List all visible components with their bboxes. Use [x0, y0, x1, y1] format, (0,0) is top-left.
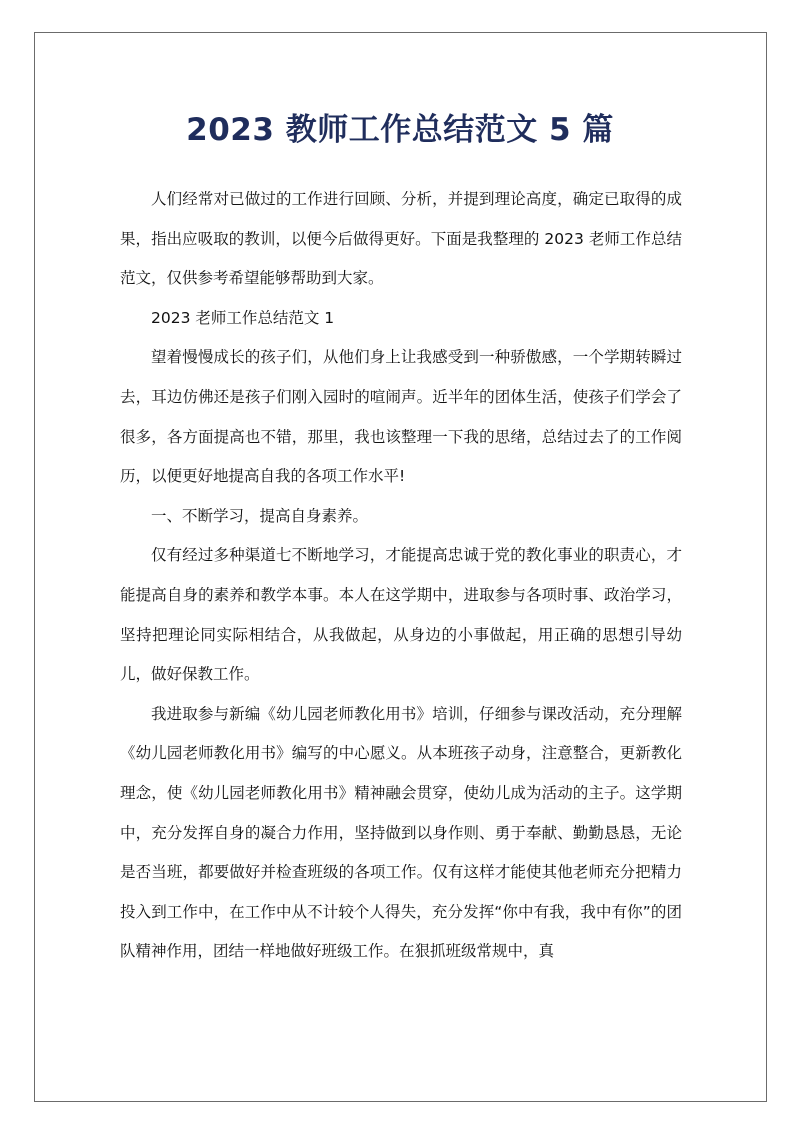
body-paragraph: 望着慢慢成长的孩子们，从他们身上让我感受到一种骄傲感，一个学期转瞬过去，耳边仿佛还是孩子们刚入园时的喧闹声。近半年的团体生活，使孩子们学会了很多，各方面提高也不错，那里，我也该整理一下我的思绪，总结过去了的工作阅历，以便更好地提高自我的各项工作水平! — [120, 348, 682, 486]
section-heading: 2023 老师工作总结范文 1 — [151, 308, 335, 327]
body-paragraph: 仅有经过多种渠道七不断地学习，才能提高忠诚于党的教化事业的职责心，才能提高自身的素养和教学本事。本人在这学期中，进取参与各项时事、政治学习，坚持把理论同实际相结合，从我做起，从身边的小事做起，用正确的思想引导幼儿，做好保教工作。 — [120, 546, 682, 684]
document-title: 2023 教师工作总结范文 5 篇 — [186, 112, 614, 148]
body-paragraph: 我进取参与新编《幼儿园老师教化用书》培训，仔细参与课改活动，充分理解《幼儿园老师教化用书》编写的中心愿义。从本班孩子动身，注意整合，更新教化理念，使《幼儿园老师教化用书》精神融会贯穿，使幼儿成为活动的主子。这学期中，充分发挥自身的凝合力作用，坚持做到以身作则、勇于奉献、勤勤恳恳，无论是否当班，都要做好并检查班级的各项工作。仅有这样才能使其他老师充分把精力投入到工作中，在工作中从不计较个人得失，充分发挥“你中有我，我中有你”的团队精神作用，团结一样地做好班级工作。在狠抓班级常规中，真 — [120, 704, 682, 961]
intro-paragraph: 人们经常对已做过的工作进行回顾、分析，并提到理论高度，确定已取得的成果，指出应吸取的教训，以便今后做得更好。下面是我整理的 2023 老师工作总结范文，仅供参考希望能够帮助到大家。 — [120, 190, 682, 288]
subsection-heading: 一、不断学习，提高自身素养。 — [151, 506, 369, 525]
document-body — [120, 180, 682, 972]
